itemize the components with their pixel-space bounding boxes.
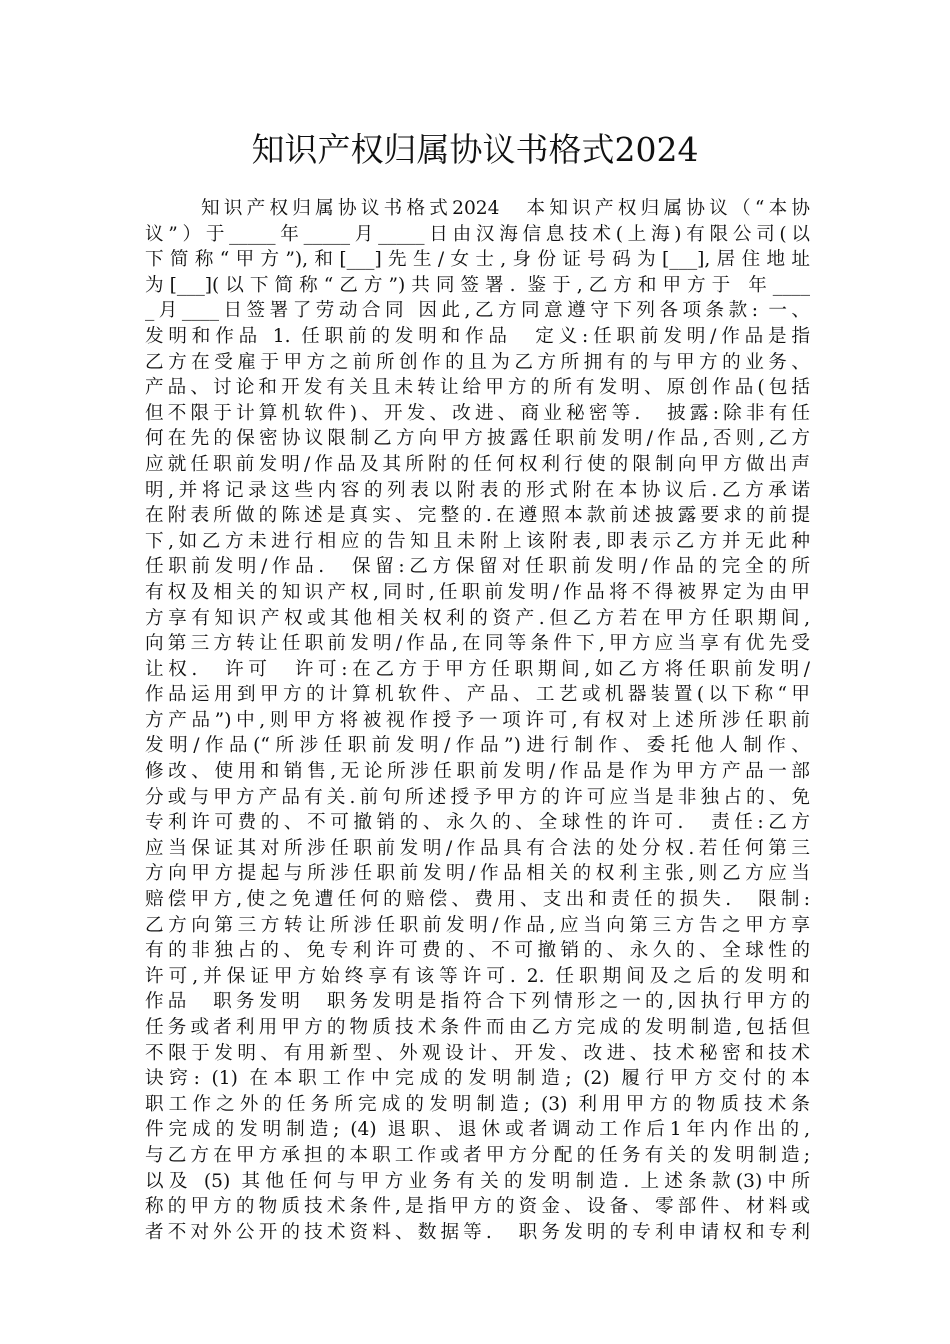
body-line: 有权及相关的知识产权,同时,任职前发明/作品将不得被界定为由甲: [145, 581, 810, 603]
body-line: _月____日签署了劳动合同 因此,乙方同意遵守下列各项条款: 一、: [145, 300, 810, 322]
body-line: 向第三方转让任职前发明/作品,在同等条件下,甲方应当享有优先受: [145, 633, 810, 655]
body-line: 发明和作品 1. 任职前的发明和作品 定义:任职前发明/作品是指: [145, 325, 810, 347]
body-line: 称的甲方的物质技术条件,是指甲方的资金、设备、零部件、材料或: [145, 1196, 810, 1218]
body-line: 明,并将记录这些内容的列表以附表的形式附在本协议后.乙方承诺: [145, 479, 810, 501]
body-line: 专利许可费的、不可撤销的、永久的、全球性的许可. 责任:乙方: [145, 812, 810, 834]
body-line: 乙方在受雇于甲方之前所创作的且为乙方所拥有的与甲方的业务、: [145, 351, 810, 373]
body-line: 不限于发明、有用新型、外观设计、开发、改进、技术秘密和技术: [145, 1042, 810, 1064]
body-line: 赔偿甲方,使之免遭任何的赔偿、费用、支出和责任的损失. 限制:: [145, 889, 810, 911]
body-line: 知识产权归属协议书格式2024 本知识产权归属协议（“本协: [201, 198, 810, 219]
body-line: 何在先的保密协议限制乙方向甲方披露任职前发明/作品,否则,乙方: [145, 428, 810, 450]
body-line: 发明/作品(“所涉任职前发明/作品”)进行制作、委托他人制作、: [145, 735, 810, 757]
body-line: 任职前发明/作品. 保留:乙方保留对任职前发明/作品的完全的所: [145, 556, 810, 578]
body-line: 分或与甲方产品有关.前句所述授予甲方的许可应当是非独占的、免: [145, 786, 810, 808]
body-line: 诀窍: (1) 在本职工作中完成的发明制造; (2) 履行甲方交付的本: [145, 1068, 810, 1090]
body-line: 方享有知识产权或其他相关权利的资产.但乙方若在甲方任职期间,: [145, 607, 810, 629]
body-line: 有的非独占的、免专利许可费的、不可撤销的、永久的、全球性的: [145, 940, 810, 962]
document-body: [145, 196, 810, 1245]
body-line: 方产品”)中,则甲方将被视作授予一项许可,有权对上述所涉任职前: [145, 709, 810, 731]
body-line: 许可,并保证甲方始终享有该等许可. 2. 任职期间及之后的发明和: [145, 965, 810, 987]
body-line: 应就任职前发明/作品及其所附的任何权利行使的限制向甲方做出声: [145, 453, 810, 475]
body-line: 下简称“甲方”),和[___]先生/女士,身份证号码为[___],居住地址: [145, 249, 810, 271]
body-line: 在附表所做的陈述是真实、完整的.在遵照本款前述披露要求的前提: [145, 505, 810, 527]
body-line: 修改、使用和销售,无论所涉任职前发明/作品是作为甲方产品一部: [145, 761, 810, 783]
body-line: 作品 职务发明 职务发明是指符合下列情形之一的,因执行甲方的: [145, 991, 810, 1013]
body-line: 让权. 许可 许可:在乙方于甲方任职期间,如乙方将任职前发明/: [145, 658, 810, 680]
document-title: 知识产权归属协议书格式2024: [251, 130, 699, 169]
body-line: 应当保证其对所涉任职前发明/作品具有合法的处分权.若任何第三: [145, 837, 810, 859]
body-line: 任务或者利用甲方的物质技术条件而由乙方完成的发明制造,包括但: [145, 1017, 810, 1038]
body-line: 职工作之外的任务所完成的发明制造; (3) 利用甲方的物质技术条: [145, 1093, 810, 1115]
body-line: 乙方向第三方转让所涉任职前发明/作品,应当向第三方告之甲方享: [145, 914, 810, 936]
body-line: 与乙方在甲方承担的本职工作或者甲方分配的任务有关的发明制造;: [145, 1144, 810, 1166]
body-line: 议”）于_____年_____月_____日由汉海信息技术(上海)有限公司(以: [145, 223, 810, 245]
body-line: 件完成的发明制造; (4) 退职、退休或者调动工作后1年内作出的,: [145, 1119, 810, 1141]
body-line: 者不对外公开的技术资料、数据等. 职务发明的专利申请权和专利: [145, 1221, 810, 1243]
body-line: 但不限于计算机软件)、开发、改进、商业秘密等. 披露:除非有任: [145, 402, 810, 424]
body-line: 下,如乙方未进行相应的告知且未附上该附表,即表示乙方并无此种: [145, 530, 810, 552]
body-line: 以及 (5) 其他任何与甲方业务有关的发明制造. 上述条款(3)中所: [145, 1170, 810, 1192]
body-line: 产品、讨论和开发有关且未转让给甲方的所有发明、原创作品(包括: [145, 377, 810, 399]
body-line: 作品运用到甲方的计算机软件、产品、工艺或机器装置(以下称“甲: [145, 684, 810, 706]
body-line: 方向甲方提起与所涉任职前发明/作品相关的权利主张,则乙方应当: [145, 863, 810, 885]
body-line: 为[___](以下简称“乙方”)共同签署. 鉴于,乙方和甲方于 年____: [145, 274, 810, 296]
